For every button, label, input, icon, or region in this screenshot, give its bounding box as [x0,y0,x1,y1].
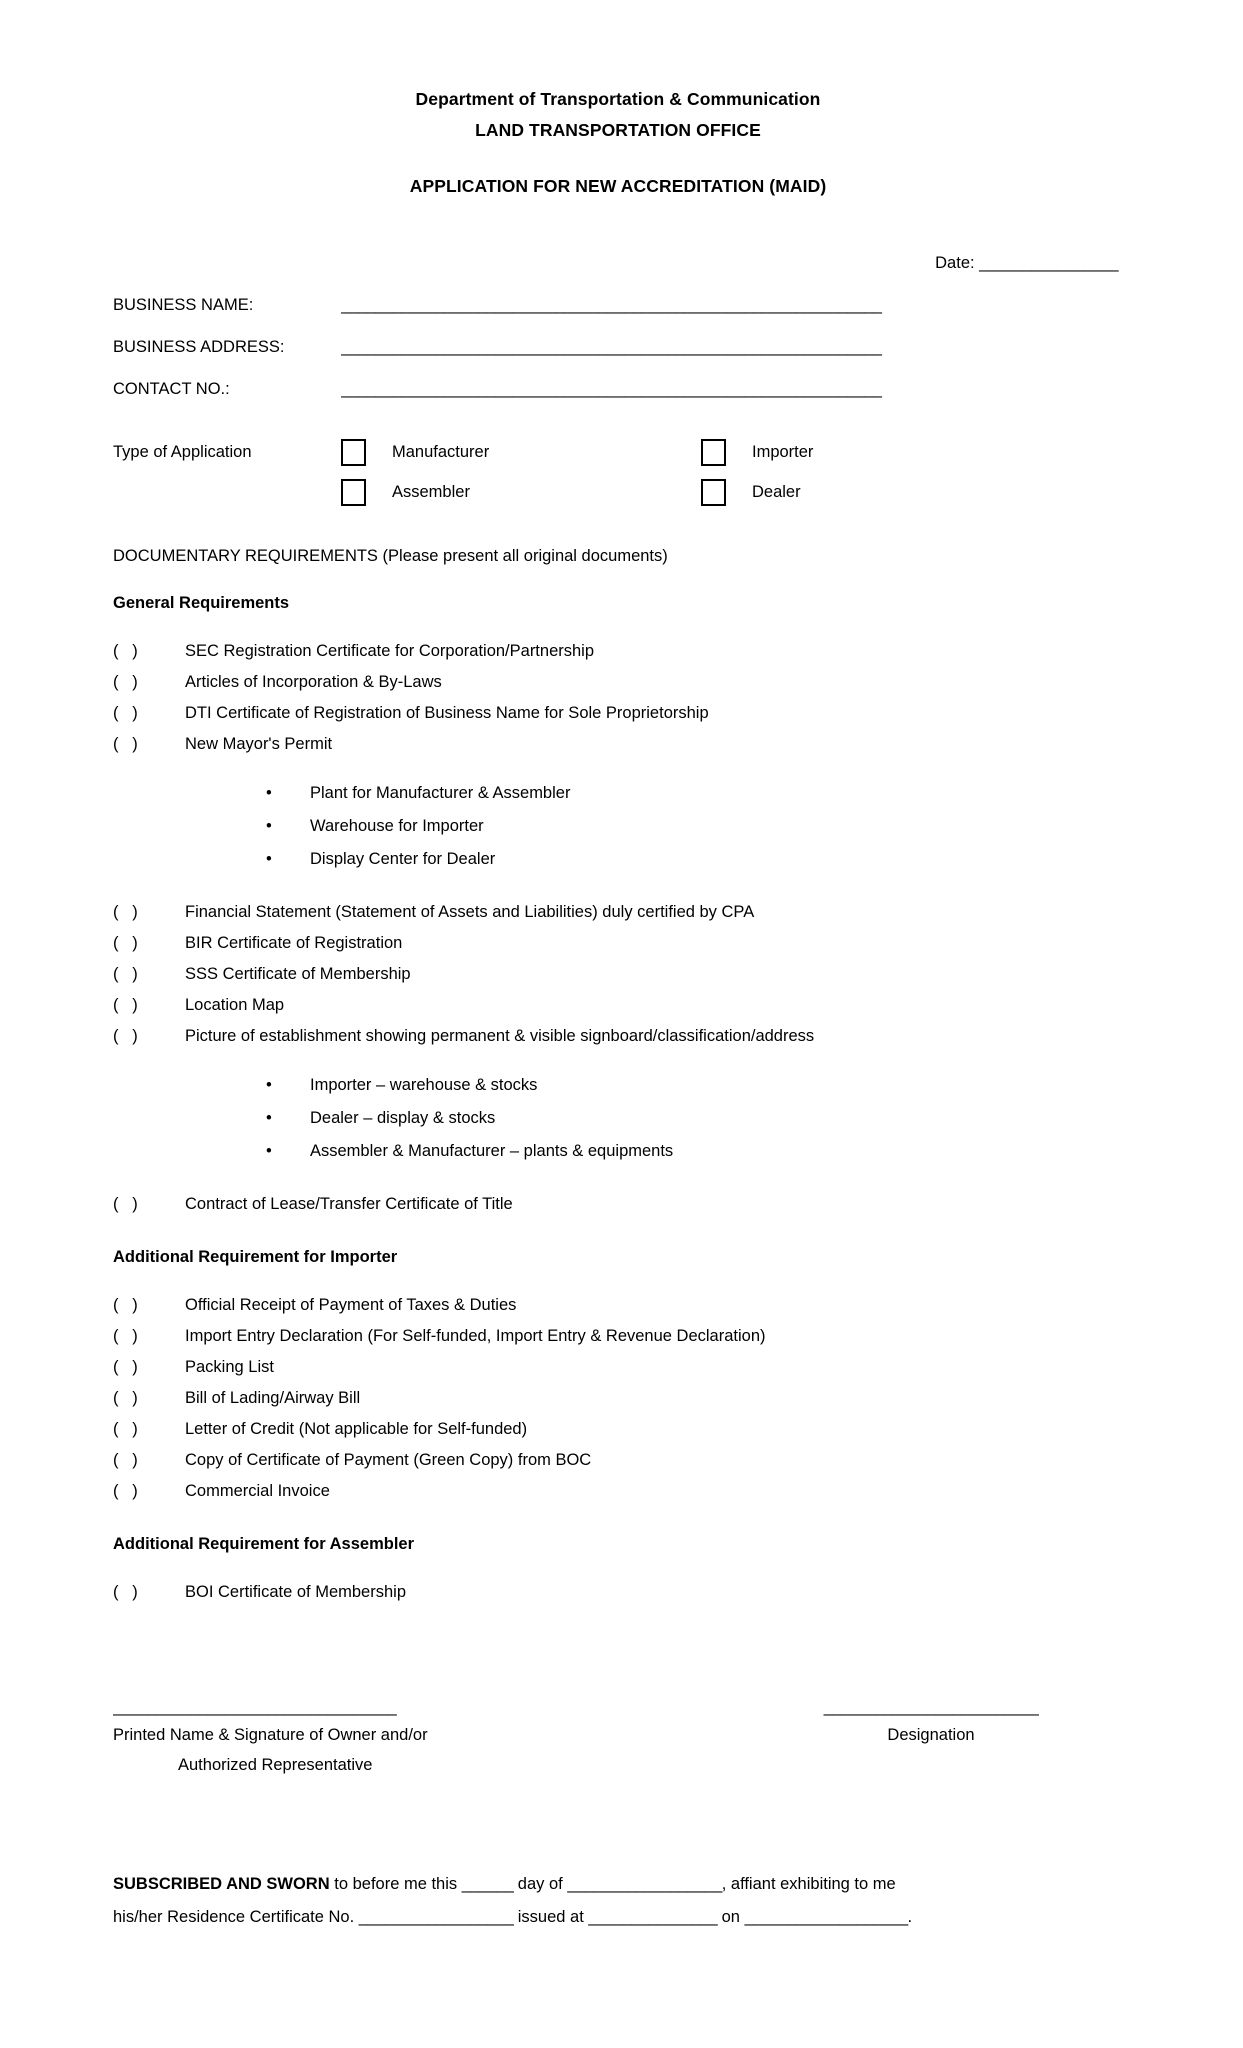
type-of-application-row-2 [113,472,1123,512]
requirement-checkmark-blank[interactable]: ( ) [113,1482,138,1500]
requirement-item[interactable] [113,1321,1123,1352]
date-input-blank[interactable]: ________________ [979,254,1118,272]
requirement-label: Contract of Lease/Transfer Certificate of Title [185,1195,513,1213]
sworn-on-text: on [717,1908,745,1926]
requirement-checkmark-blank[interactable]: ( ) [113,704,138,722]
type-of-application-block [113,432,1123,512]
requirement-item[interactable] [113,698,1123,729]
requirement-checkmark-blank[interactable]: ( ) [113,934,138,952]
requirement-checkmark-blank[interactable]: ( ) [113,1027,138,1045]
bullet-list-item [113,777,1123,810]
bullet-dot-icon: • [266,817,272,835]
requirement-item[interactable] [113,1476,1123,1507]
subscribed-and-sworn-block [113,1868,1123,1934]
requirement-checkmark-blank[interactable]: ( ) [113,1420,138,1438]
business-name-input-blank[interactable]: _______________________________________________________________ [341,296,882,314]
requirement-item[interactable] [113,667,1123,698]
signature-owner-caption-line1: Printed Name & Signature of Owner and/or [113,1726,428,1744]
sworn-text-c: , affiant exhibiting to me [721,1875,896,1893]
section-heading-assembler: Additional Requirement for Assembler [113,1535,415,1553]
requirement-checkmark-blank[interactable]: ( ) [113,1389,138,1407]
requirement-item[interactable] [113,1445,1123,1476]
sworn-day-blank[interactable]: ______ [461,1875,514,1893]
importer-requirements-list [113,1290,1123,1507]
signature-designation-rule[interactable]: _________________________ [823,1698,1039,1716]
checkbox-manufacturer[interactable] [341,439,366,466]
checkbox-group-assembler[interactable] [341,479,701,506]
bullet-list-item [113,1135,1123,1168]
requirement-item[interactable] [113,1414,1123,1445]
sworn-bold-lead: SUBSCRIBED AND SWORN [113,1875,330,1893]
assembler-requirements-list [113,1577,1123,1608]
requirement-item[interactable] [113,729,1123,760]
requirement-item[interactable] [113,990,1123,1021]
bullet-list-item [113,1102,1123,1135]
form-title: APPLICATION FOR NEW ACCREDITATION (MAID) [409,176,827,196]
bullet-label: Warehouse for Importer [310,817,484,835]
requirement-label: Location Map [185,996,285,1014]
requirement-item[interactable] [113,959,1123,990]
bullet-label: Dealer – display & stocks [310,1109,496,1127]
business-address-label: BUSINESS ADDRESS: [113,338,285,356]
checkbox-group-importer[interactable] [701,439,1061,466]
requirement-checkmark-blank[interactable]: ( ) [113,903,138,921]
requirement-label: SEC Registration Certificate for Corporation/Partnership [185,642,595,660]
requirement-label: Official Receipt of Payment of Taxes & Duties [185,1296,517,1314]
section-heading-importer: Additional Requirement for Importer [113,1248,398,1266]
sworn-line-2 [113,1901,1123,1934]
requirement-item[interactable] [113,1021,1123,1052]
signature-designation-group [781,1694,1081,1750]
requirement-item[interactable] [113,928,1123,959]
type-of-application-row-1 [113,432,1123,472]
sworn-line-1 [113,1868,1123,1901]
field-row-contact-no [113,380,1123,399]
requirement-label: Copy of Certificate of Payment (Green Copy) from BOC [185,1451,592,1469]
checkbox-label-assembler: Assembler [392,482,470,501]
checkbox-group-manufacturer[interactable] [341,439,701,466]
requirement-label: Letter of Credit (Not applicable for Self-funded) [185,1420,528,1438]
requirement-checkmark-blank[interactable]: ( ) [113,1358,138,1376]
general-requirements-list-part2 [113,897,1123,1052]
requirement-label: Financial Statement (Statement of Assets and Liabilities) duly certified by CPA [185,903,755,921]
requirement-label: Packing List [185,1358,274,1376]
agency-office-line: LAND TRANSPORTATION OFFICE [475,120,761,140]
field-row-business-name [113,296,1123,315]
signature-owner-rule[interactable]: _________________________________ [113,1698,397,1716]
documentary-requirements-note: DOCUMENTARY REQUIREMENTS (Please present all original documents) [113,547,668,565]
requirement-checkmark-blank[interactable]: ( ) [113,996,138,1014]
requirement-checkmark-blank[interactable]: ( ) [113,1583,138,1601]
signature-designation-caption: Designation [887,1726,975,1744]
bullet-list-item [113,843,1123,876]
bullet-dot-icon: • [266,850,272,868]
signature-owner-caption-line2: Authorized Representative [178,1756,373,1774]
field-row-business-address [113,338,1123,357]
bullet-dot-icon: • [266,1142,272,1160]
requirement-checkmark-blank[interactable]: ( ) [113,735,138,753]
requirement-checkmark-blank[interactable]: ( ) [113,673,138,691]
requirement-label: BOI Certificate of Membership [185,1583,406,1601]
requirement-item[interactable] [113,1189,1123,1220]
requirement-checkmark-blank[interactable]: ( ) [113,965,138,983]
contact-no-label: CONTACT NO.: [113,380,230,398]
date-label: Date: [935,254,975,272]
checkbox-group-dealer[interactable] [701,479,1061,506]
general-requirements-list-part3 [113,1189,1123,1220]
requirement-label: Articles of Incorporation & By-Laws [185,673,442,691]
section-heading-general: General Requirements [113,594,290,612]
requirement-label: Bill of Lading/Airway Bill [185,1389,361,1407]
bullet-label: Assembler & Manufacturer – plants & equipments [310,1142,674,1160]
signature-block [113,1694,1123,1812]
sworn-issued-at-text: issued at [513,1908,589,1926]
bullet-list-item [113,810,1123,843]
business-name-label: BUSINESS NAME: [113,296,254,314]
bullet-dot-icon: • [266,784,272,802]
sworn-residence-text: his/her Residence Certificate No. [113,1908,359,1926]
requirement-checkmark-blank[interactable]: ( ) [113,1327,138,1345]
requirement-checkmark-blank[interactable]: ( ) [113,1195,138,1213]
requirement-item[interactable] [113,1352,1123,1383]
bullet-list-item [113,1069,1123,1102]
bullet-dot-icon: • [266,1076,272,1094]
sworn-residence-cert-blank[interactable]: __________________ [358,1908,514,1926]
general-requirements-list-part1 [113,636,1123,760]
bullet-dot-icon: • [266,1109,272,1127]
requirement-label: Picture of establishment showing permanent & visible signboard/classification/address [185,1027,815,1045]
requirement-item[interactable] [113,1383,1123,1414]
requirement-checkmark-blank[interactable]: ( ) [113,1451,138,1469]
checkbox-label-manufacturer: Manufacturer [392,442,490,461]
general-requirements-bullets-part1 [113,777,1123,876]
checkbox-importer[interactable] [701,439,726,466]
sworn-month-blank[interactable]: __________________ [567,1875,722,1893]
sworn-issued-at-blank[interactable]: _______________ [588,1908,718,1926]
bullet-label: Plant for Manufacturer & Assembler [310,784,571,802]
requirement-label: New Mayor's Permit [185,735,333,753]
requirement-label: BIR Certificate of Registration [185,934,403,952]
document-header [113,0,1123,146]
bullet-label: Importer – warehouse & stocks [310,1076,538,1094]
requirement-label: DTI Certificate of Registration of Business Name for Sole Proprietorship [185,704,709,722]
requirement-label: SSS Certificate of Membership [185,965,411,983]
general-requirements-bullets-part2 [113,1069,1123,1168]
sworn-text-b: day of [513,1875,568,1893]
business-address-input-blank[interactable]: _______________________________________________________________ [341,338,882,356]
agency-department-line: Department of Transportation & Communication [415,89,821,109]
type-of-application-label: Type of Application [113,442,252,461]
date-row [113,254,1123,273]
requirement-label: Import Entry Declaration (For Self-funded, Import Entry & Revenue Declaration) [185,1327,766,1345]
sworn-text-a: to before me this [329,1875,462,1893]
checkbox-label-dealer: Dealer [752,482,801,501]
sworn-on-date-blank[interactable]: ___________________ [744,1908,908,1926]
requirement-label: Commercial Invoice [185,1482,330,1500]
requirement-item[interactable] [113,897,1123,928]
bullet-label: Display Center for Dealer [310,850,496,868]
document-sheet [113,0,1123,1934]
checkbox-assembler[interactable] [341,479,366,506]
contact-no-input-blank[interactable]: _______________________________________________________________ [341,380,882,398]
requirement-item[interactable] [113,636,1123,667]
signature-owner-group [113,1694,563,1780]
checkbox-dealer[interactable] [701,479,726,506]
requirement-item[interactable] [113,1290,1123,1321]
requirement-checkmark-blank[interactable]: ( ) [113,642,138,660]
checkbox-label-importer: Importer [752,442,814,461]
requirement-checkmark-blank[interactable]: ( ) [113,1296,138,1314]
sworn-period: . [907,1908,913,1926]
requirement-item[interactable] [113,1577,1123,1608]
